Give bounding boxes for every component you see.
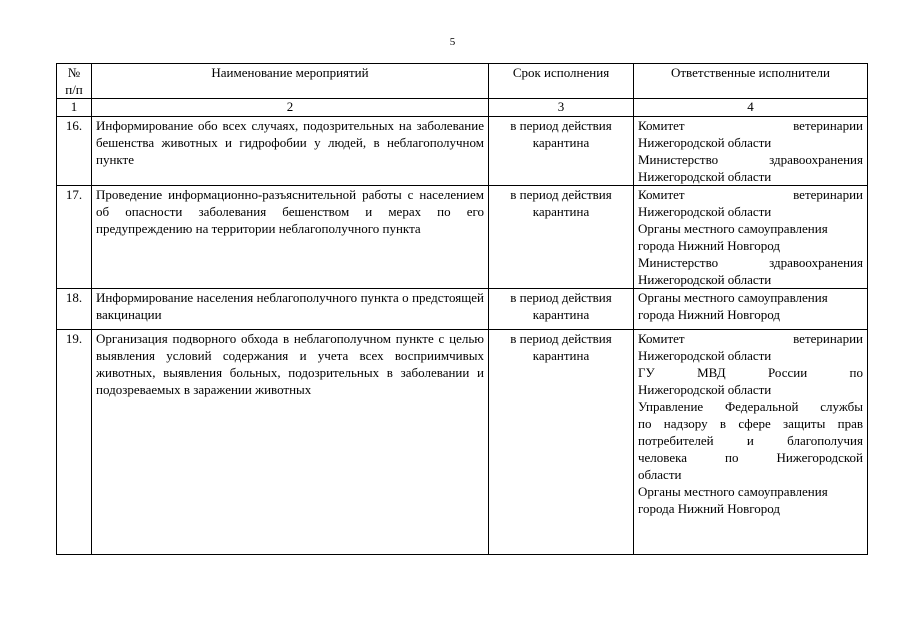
executors-cell [634,186,868,289]
row-number: 16. [57,117,92,186]
executor-line: человека по Нижегородской [638,450,863,465]
executor-line: Нижегородской области [638,348,772,363]
executor-line: Нижегородской области [638,135,772,150]
executor-line: Министерство здравоохранения [638,152,863,167]
executors-cell [634,289,868,330]
table-row [57,289,868,330]
header-term: Срок исполнения [489,64,634,99]
executor-line: ГУ МВД России по [638,365,863,380]
executor-line: Органы местного самоуправления [638,484,828,499]
term-text: в период действия карантина [489,186,634,289]
header-executors: Ответственные исполнители [634,64,868,99]
measure-text: Информирование обо всех случаях, подозрительных на заболевание бешенства животных и гидрофобии у людей, в неблагополучном пункте [92,117,489,186]
column-index: 1 [57,99,92,117]
table-row [57,117,868,186]
term-text: в период действия карантина [489,289,634,330]
row-number: 17. [57,186,92,289]
executor-line: города Нижний Новгород [638,501,780,516]
measure-text: Проведение информационно-разъяснительной работы с населением об опасности заболевания бешенством и мерах по его предупреждению на территории неблагополучного пункта [92,186,489,289]
executor-line: Органы местного самоуправления [638,221,828,236]
measure-text: Информирование населения неблагополучного пункта о предстоящей вакцинации [92,289,489,330]
executor-line: города Нижний Новгород [638,307,780,322]
executor-line: области [638,467,682,482]
executor-line: Органы местного самоуправления [638,290,828,305]
executor-line: Управление Федеральной службы [638,399,863,414]
executor-line: Нижегородской области [638,204,772,219]
column-index-row [57,99,868,117]
executor-line: Нижегородской области [638,272,772,287]
measures-table [56,63,868,555]
executors-cell [634,117,868,186]
page-number: 5 [449,36,456,48]
executor-line: города Нижний Новгород [638,238,780,253]
term-text: в период действия карантина [489,330,634,555]
table-header-row [57,64,868,99]
executor-line: Нижегородской области [638,382,772,397]
executor-line: Министерство здравоохранения [638,255,863,270]
executor-line: по надзору в сфере защиты прав [638,416,863,431]
header-measure: Наименование мероприятий [92,64,489,99]
executors-cell [634,330,868,555]
row-number: 19. [57,330,92,555]
column-index: 3 [489,99,634,117]
column-index: 2 [92,99,489,117]
measure-text: Организация подворного обхода в неблагополучном пункте с целью выявления условий содержания и учета всех восприимчивых животных, выявления больных, подозрительных в заболевании и подозреваемых в заражении животных [92,330,489,555]
executor-line: Комитет ветеринарии [638,187,863,202]
executor-line: потребителей и благополучия [638,433,863,448]
row-number: 18. [57,289,92,330]
table-row [57,330,868,555]
executor-line: Комитет ветеринарии [638,118,863,133]
header-num: № п/п [57,64,92,99]
table-row [57,186,868,289]
column-index: 4 [634,99,868,117]
term-text: в период действия карантина [489,117,634,186]
executor-line: Комитет ветеринарии [638,331,863,346]
executor-line: Нижегородской области [638,169,772,184]
